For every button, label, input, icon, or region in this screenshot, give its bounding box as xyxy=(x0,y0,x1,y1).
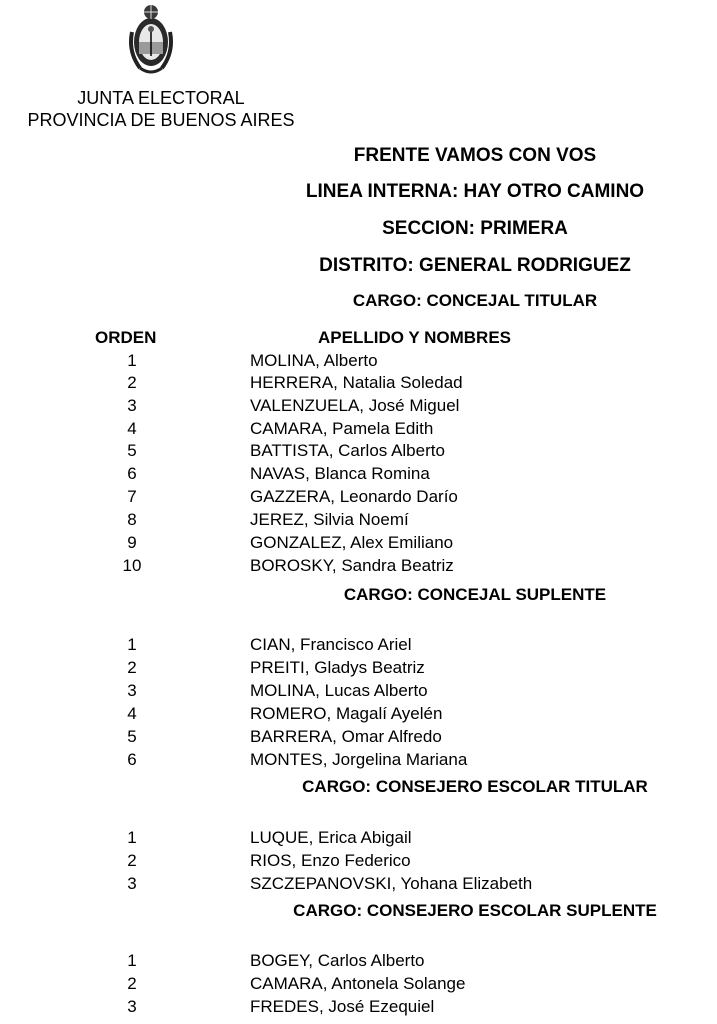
candidate-name: ROMERO, Magalí Ayelén xyxy=(250,704,443,723)
candidate-row xyxy=(0,703,717,725)
orden-number: 6 xyxy=(127,750,137,769)
candidate-name: BOGEY, Carlos Alberto xyxy=(250,951,425,970)
distrito-title: DISTRITO: GENERAL RODRIGUEZ xyxy=(319,255,631,276)
candidate-row xyxy=(0,418,717,440)
candidate-row xyxy=(0,873,717,895)
coat-of-arms-icon xyxy=(126,2,176,78)
orden-number: 1 xyxy=(127,635,137,654)
candidate-name: RIOS, Enzo Federico xyxy=(250,851,411,870)
candidate-row xyxy=(0,634,717,656)
candidate-row xyxy=(0,680,717,702)
candidate-row xyxy=(0,657,717,679)
orden-number: 3 xyxy=(127,681,137,700)
candidate-name: JEREZ, Silvia Noemí xyxy=(250,510,409,529)
orden-number: 1 xyxy=(127,828,137,847)
candidate-name: BARRERA, Omar Alfredo xyxy=(250,727,442,746)
candidate-name: PREITI, Gladys Beatriz xyxy=(250,658,425,677)
linea-interna-title: LINEA INTERNA: HAY OTRO CAMINO xyxy=(305,181,645,202)
orden-number: 1 xyxy=(127,351,137,370)
institution-province: PROVINCIA DE BUENOS AIRES xyxy=(27,110,295,130)
candidate-name: CAMARA, Antonela Solange xyxy=(250,974,466,993)
candidate-name: SZCZEPANOVSKI, Yohana Elizabeth xyxy=(250,874,533,893)
orden-number: 7 xyxy=(127,487,137,506)
orden-number: 5 xyxy=(127,441,137,460)
seccion-title: SECCION: PRIMERA xyxy=(382,218,568,239)
candidate-row xyxy=(0,440,717,462)
candidate-row xyxy=(0,749,717,771)
candidate-row xyxy=(0,555,717,577)
orden-number: 1 xyxy=(127,951,137,970)
candidate-name: HERRERA, Natalia Soledad xyxy=(250,373,463,392)
candidate-name: BOROSKY, Sandra Beatriz xyxy=(250,556,454,575)
candidate-row xyxy=(0,827,717,849)
candidate-name: MOLINA, Alberto xyxy=(250,351,378,370)
candidate-row xyxy=(0,372,717,394)
orden-number: 2 xyxy=(127,373,137,392)
orden-number: 2 xyxy=(127,974,137,993)
frente-title: FRENTE VAMOS CON VOS xyxy=(353,145,597,166)
orden-number: 3 xyxy=(127,396,137,415)
orden-number: 8 xyxy=(127,510,137,529)
candidate-name: GONZALEZ, Alex Emiliano xyxy=(250,533,454,552)
orden-number: 6 xyxy=(127,464,137,483)
candidate-row xyxy=(0,996,717,1018)
orden-number: 5 xyxy=(127,727,137,746)
candidate-name: CAMARA, Pamela Edith xyxy=(250,419,434,438)
candidate-row xyxy=(0,509,717,531)
candidate-row xyxy=(0,486,717,508)
orden-number: 4 xyxy=(127,419,137,438)
candidate-row xyxy=(0,463,717,485)
orden-number: 9 xyxy=(127,533,137,552)
orden-number: 2 xyxy=(127,851,137,870)
cargo-heading: CARGO: CONSEJERO ESCOLAR SUPLENTE xyxy=(293,901,657,920)
candidate-name: BATTISTA, Carlos Alberto xyxy=(250,441,445,460)
candidate-name: FREDES, José Ezequiel xyxy=(250,997,435,1016)
cargo-heading: CARGO: CONCEJAL SUPLENTE xyxy=(343,585,607,604)
candidate-row xyxy=(0,950,717,972)
candidate-name: MONTES, Jorgelina Mariana xyxy=(250,750,468,769)
orden-number: 4 xyxy=(127,704,137,723)
candidate-name: MOLINA, Lucas Alberto xyxy=(250,681,428,700)
orden-number: 2 xyxy=(127,658,137,677)
candidate-name: GAZZERA, Leonardo Darío xyxy=(250,487,458,506)
candidate-name: NAVAS, Blanca Romina xyxy=(250,464,430,483)
orden-column-header: ORDEN xyxy=(95,328,157,347)
nombres-column-header: APELLIDO Y NOMBRES xyxy=(318,328,512,347)
candidate-name: LUQUE, Erica Abigail xyxy=(250,828,412,847)
candidate-row xyxy=(0,532,717,554)
institution-name: JUNTA ELECTORAL xyxy=(77,88,245,108)
cargo-heading: CARGO: CONCEJAL TITULAR xyxy=(352,291,598,310)
candidate-row xyxy=(0,726,717,748)
orden-number: 10 xyxy=(122,556,142,575)
orden-number: 3 xyxy=(127,997,137,1016)
candidate-row xyxy=(0,350,717,372)
candidate-row xyxy=(0,973,717,995)
orden-number: 3 xyxy=(127,874,137,893)
candidate-name: CIAN, Francisco Ariel xyxy=(250,635,412,654)
candidate-name: VALENZUELA, José Miguel xyxy=(250,396,460,415)
candidate-row xyxy=(0,850,717,872)
cargo-heading: CARGO: CONSEJERO ESCOLAR TITULAR xyxy=(302,777,648,796)
candidate-row xyxy=(0,395,717,417)
